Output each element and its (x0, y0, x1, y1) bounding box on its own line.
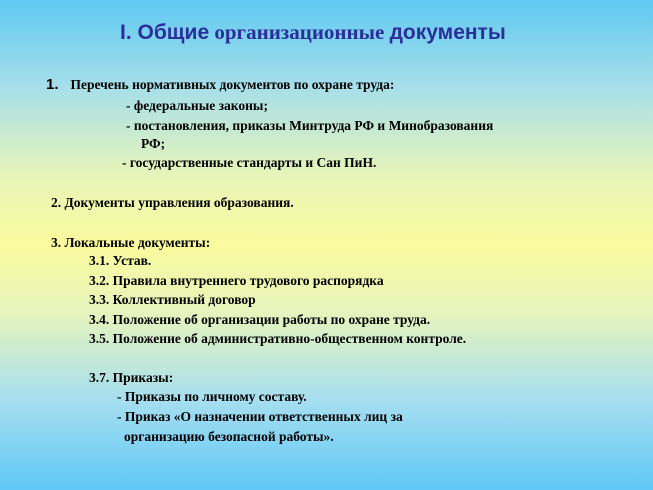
section-1-item-1: - федеральные законы; (126, 98, 268, 113)
section-1-heading-text: Перечень нормативных документов по охране труда: (70, 77, 395, 92)
section-3-7-heading: 3.7. Приказы: (89, 370, 174, 385)
title-part-1: I. Общие (120, 21, 210, 44)
section-3-7-item-1: - Приказы по личному составу. (117, 389, 307, 404)
section-1-heading (46, 76, 394, 93)
section-3-7-item-2-cont: организацию безопасной работы». (124, 429, 334, 444)
title-part-2: организационные (214, 20, 385, 44)
section-1-number: 1. (46, 76, 59, 93)
slide-title (120, 20, 506, 45)
section-3-item-4: 3.4. Положение об организации работы по охране труда. (89, 312, 431, 327)
section-1-item-2: - постановления, приказы Минтруда РФ и Минобразования (126, 118, 494, 133)
section-1-item-3: - государственные стандарты и Сан ПиН. (122, 155, 377, 170)
section-3-item-2: 3.2. Правила внутреннего трудового распорядка (89, 273, 384, 288)
section-3-heading: 3. Локальные документы: (51, 235, 211, 250)
section-2: 2. Документы управления образования. (51, 195, 294, 210)
section-1-item-2-cont: РФ; (141, 136, 166, 151)
section-3-item-1: 3.1. Устав. (89, 253, 152, 268)
section-3-7-item-2: - Приказ «О назначении ответственных лиц за (117, 409, 403, 424)
title-part-3: документы (389, 21, 506, 44)
section-3-item-5: 3.5. Положение об административно-общественном контроле. (89, 331, 467, 346)
section-3-item-3: 3.3. Коллективный договор (89, 292, 256, 307)
